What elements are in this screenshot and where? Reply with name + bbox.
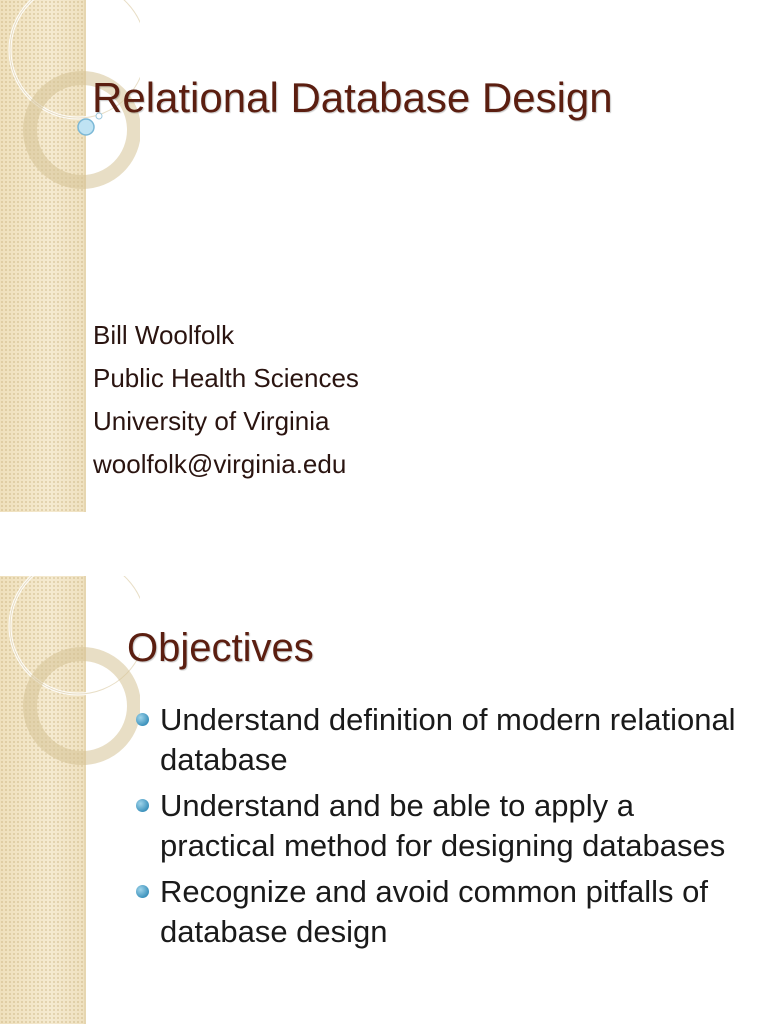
circle-ornament-icon — [0, 576, 140, 776]
list-item — [136, 700, 746, 780]
author-info — [93, 314, 359, 486]
author-email: woolfolk@virginia.edu — [93, 449, 347, 479]
list-item — [136, 786, 746, 866]
bullet-text: Understand and be able to apply a practical method for designing databases — [160, 788, 726, 863]
objectives-list — [136, 700, 746, 958]
author-department: Public Health Sciences — [93, 363, 359, 393]
bullet-dot-icon — [136, 799, 149, 812]
slide-title: Objectives — [127, 626, 314, 670]
author-institution: University of Virginia — [93, 406, 330, 436]
bullet-dot-icon — [136, 885, 149, 898]
bullet-dot-icon — [136, 713, 149, 726]
slide-title: Relational Database Design — [92, 74, 613, 121]
bullet-text: Understand definition of modern relational database — [160, 702, 736, 777]
bullet-text: Recognize and avoid common pitfalls of database design — [160, 874, 708, 949]
objectives-slide — [0, 576, 768, 1024]
list-item — [136, 872, 746, 952]
author-name: Bill Woolfolk — [93, 320, 235, 350]
slide-gap — [0, 512, 768, 576]
